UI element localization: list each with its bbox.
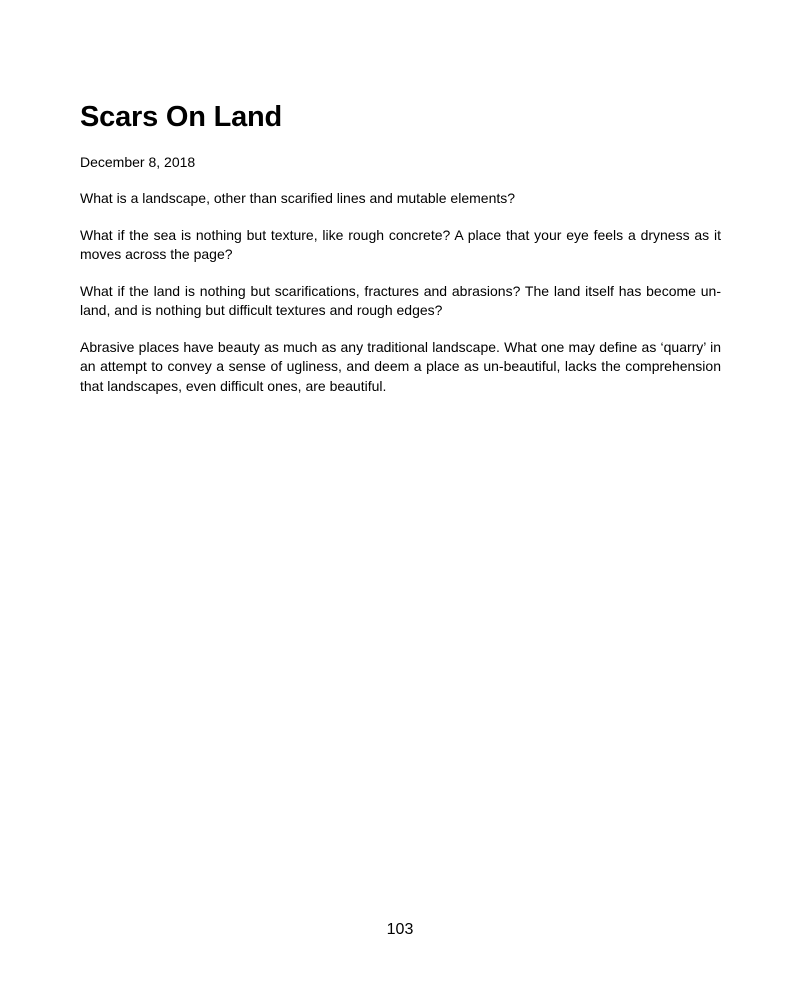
- paragraph-4: Abrasive places have beauty as much as any traditional landscape. What one may define as ‘quarry’ in an attempt to convey a sense of ugliness, and deem a place as un-beautiful, lacks the comprehension that landscapes, even difficult ones, are beautiful.: [80, 338, 721, 394]
- paragraph-2: What if the sea is nothing but texture, like rough concrete? A place that your eye feels a dryness as it moves across the page?: [80, 226, 721, 262]
- publication-date: December 8, 2018: [80, 154, 196, 170]
- paragraph-3: What if the land is nothing but scarifications, fractures and abrasions? The land itself has become un-land, and is nothing but difficult textures and rough edges?: [80, 282, 721, 318]
- page-number: 103: [386, 921, 414, 938]
- document-body: [80, 99, 721, 413]
- page-title: Scars On Land: [80, 101, 283, 133]
- paragraph-1: What is a landscape, other than scarified lines and mutable elements?: [80, 190, 516, 206]
